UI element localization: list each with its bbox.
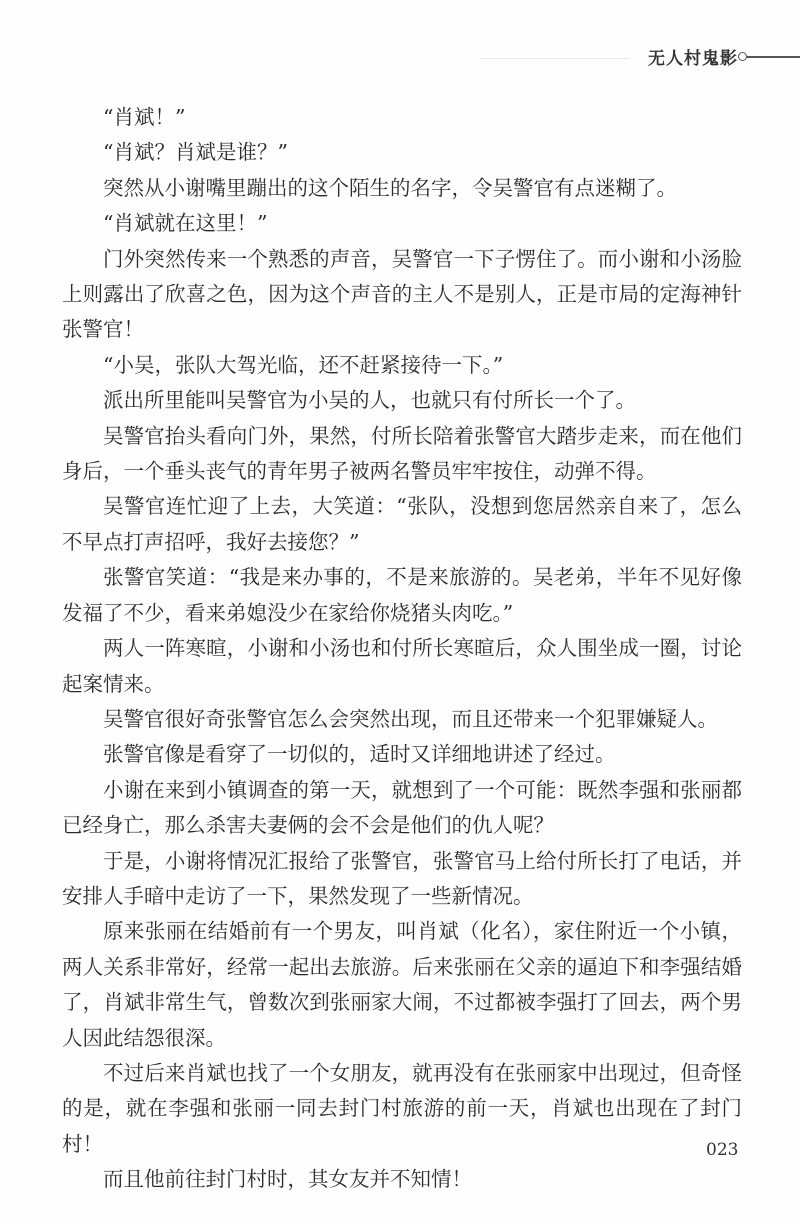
paragraph: 吴警官很好奇张警官怎么会突然出现，而且还带来一个犯罪嫌疑人。	[103, 706, 718, 731]
paragraph: 张警官像是看穿了一切似的，适时又详细地讲述了经过。	[103, 742, 616, 767]
paragraph: 派出所里能叫吴警官为小吴的人，也就只有付所长一个了。	[103, 388, 636, 413]
running-header	[480, 44, 800, 72]
paragraph: 于是，小谢将情况汇报给了张警官，张警官马上给付所长打了电话，并安排人手暗中走访了一下，果然发现了一些新情况。	[62, 848, 742, 908]
paragraph: 不过后来肖斌也找了一个女朋友，就再没有在张丽家中出现过，但奇怪的是，就在李强和张丽一同去封门村旅游的前一天，肖斌也出现在了封门村！	[62, 1060, 742, 1156]
book-title: 无人村鬼影	[648, 49, 738, 69]
paragraph: 张警官笑道：“我是来办事的，不是来旅游的。吴老弟，半年不见好像发福了不少，看来弟媳没少在家给你烧猪头肉吃。”	[62, 565, 742, 625]
paragraph: “小吴，张队大驾光临，还不赶紧接待一下。”	[103, 352, 504, 377]
paragraph: “肖斌？肖斌是谁？”	[103, 140, 288, 165]
header-ornament-icon	[744, 56, 800, 58]
page-number: 023	[706, 1140, 739, 1160]
paragraph: 门外突然传来一个熟悉的声音，吴警官一下子愣住了。而小谢和小汤脸上则露出了欣喜之色，因为这个声音的主人不是别人，正是市局的定海神针张警官！	[62, 246, 742, 342]
paragraph: 原来张丽在结婚前有一个男友，叫肖斌（化名），家住附近一个小镇，两人关系非常好，经常一起出去旅游。后来张丽在父亲的逼迫下和李强结婚了，肖斌非常生气，曾数次到张丽家大闹，不过都被李强打了回去，两个男人因此结怨很深。	[62, 919, 742, 1050]
paragraph: “肖斌就在这里！”	[103, 211, 268, 236]
paragraph: 吴警官抬头看向门外，果然，付所长陪着张警官大踏步走来，而在他们身后，一个垂头丧气的青年男子被两名警员牢牢按住，动弹不得。	[62, 423, 742, 484]
paragraph: 两人一阵寒暄，小谢和小汤也和付所长寒暄后，众人围坐成一圈，讨论起案情来。	[62, 636, 742, 696]
paragraph: “肖斌！”	[103, 105, 186, 129]
body-text	[62, 100, 742, 1198]
paragraph: 小谢在来到小镇调查的第一天，就想到了一个可能：既然李强和张丽都已经身亡，那么杀害夫妻俩的会不会是他们的仇人呢？	[62, 777, 742, 838]
paragraph: 而且他前往封门村时，其女友并不知情！	[103, 1167, 472, 1192]
paragraph: 吴警官连忙迎了上去，大笑道：“张队，没想到您居然亲自来了，怎么不早点打声招呼，我好去接您？”	[62, 494, 742, 554]
paragraph: 突然从小谢嘴里蹦出的这个陌生的名字，令吴警官有点迷糊了。	[103, 175, 677, 200]
